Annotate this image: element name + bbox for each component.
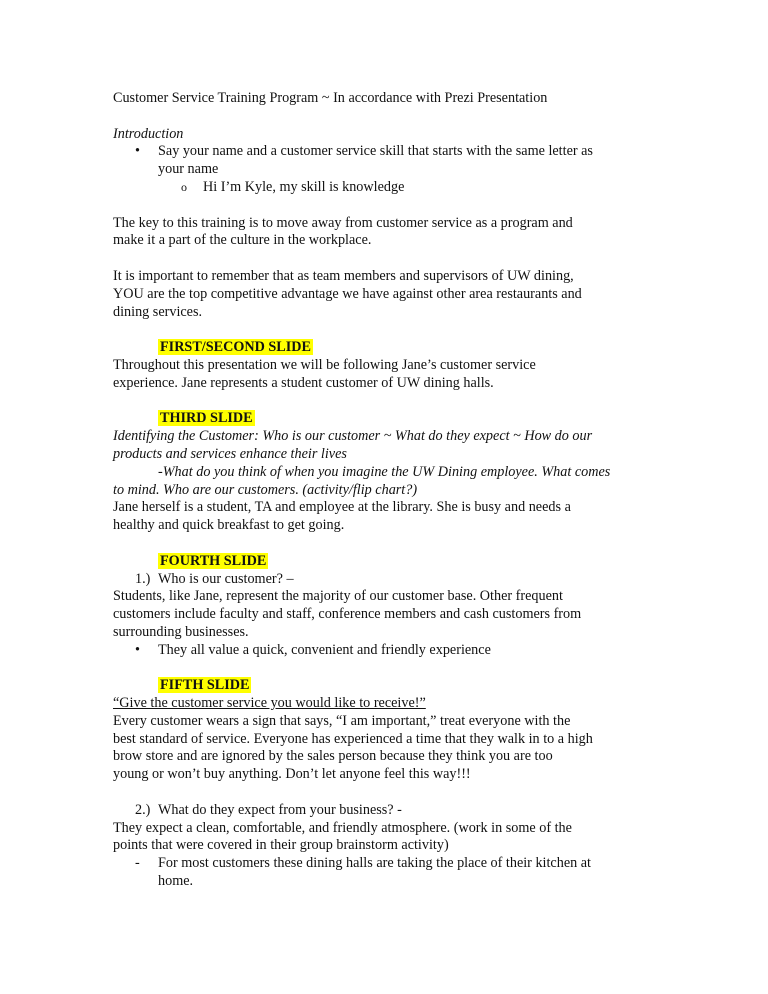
slide-heading-first-second [113, 339, 673, 357]
intro-heading: Introduction [113, 125, 184, 142]
paragraph-line: experience. Jane represents a student customer of UW dining halls. [113, 374, 494, 391]
paragraph-line: They expect a clean, comfortable, and friendly atmosphere. (work in some of the [113, 819, 572, 836]
paragraph-line: points that were covered in their group brainstorm activity) [113, 837, 449, 854]
bullet-text: They all value a quick, convenient and friendly experience [158, 641, 491, 658]
paragraph-line: best standard of service. Everyone has experienced a time that they walk in to a high [113, 730, 593, 747]
slide-heading-label: FOURTH SLIDE [160, 552, 267, 569]
paragraph-line: YOU are the top competitive advantage we have against other area restaurants and [113, 285, 582, 302]
numbered-question [113, 571, 673, 589]
paragraph-line: customers include faculty and staff, conference members and cash customers from [113, 606, 582, 623]
paragraph-line: It is important to remember that as team members and supervisors of UW dining, [113, 267, 574, 284]
slide-heading-label: FIFTH SLIDE [160, 677, 250, 694]
question-text: What do they expect from your business? - [158, 801, 402, 818]
quote-line [113, 695, 673, 713]
paragraph-line: brow store and are ignored by the sales person because they think you are too [113, 748, 553, 765]
list-number: 1.) [135, 570, 151, 587]
italic-line: Identifying the Customer: Who is our customer ~ What do they expect ~ How do our [113, 428, 593, 445]
paragraph-line: Throughout this presentation we will be following Jane’s customer service [113, 356, 536, 373]
intro-sub-bullet-text: Hi I’m Kyle, my skill is knowledge [203, 178, 405, 195]
italic-indent-line: -What do you think of when you imagine the UW Dining employee. What comes [158, 463, 611, 480]
slide-heading-fifth [113, 677, 673, 695]
list-number: 2.) [135, 801, 151, 818]
bullet-icon: • [135, 143, 140, 160]
intro-bullet-text-2: your name [158, 161, 219, 178]
paragraph-line: make it a part of the culture in the workplace. [113, 232, 372, 249]
slide-heading-label: THIRD SLIDE [160, 410, 253, 427]
paragraph-line: healthy and quick breakfast to get going. [113, 517, 345, 534]
numbered-question [113, 802, 673, 820]
paragraph-line: The key to this training is to move away from customer service as a program and [113, 214, 573, 231]
dash-icon: - [135, 855, 140, 872]
slide-heading-fourth [113, 553, 673, 571]
paragraph-line: Students, like Jane, represent the majority of our customer base. Other frequent [113, 588, 563, 605]
question-text: Who is our customer? – [158, 570, 294, 587]
italic-line: to mind. Who are our customers. (activity/flip chart?) [113, 481, 418, 498]
intro-bullet-text-1: Say your name and a customer service skill that starts with the same letter as [158, 143, 593, 160]
dash-item-text-1: For most customers these dining halls are taking the place of their kitchen at [158, 855, 591, 872]
hollow-bullet-icon: o [181, 179, 187, 194]
paragraph-line: Every customer wears a sign that says, “I am important,” treat everyone with the [113, 712, 571, 729]
intro-bullet [113, 143, 673, 161]
intro-sub-bullet [113, 179, 673, 197]
slide4-bullet [113, 642, 673, 660]
paragraph-line: Jane herself is a student, TA and employee at the library. She is busy and needs a [113, 499, 571, 516]
document-title: Customer Service Training Program ~ In accordance with Prezi Presentation [113, 90, 548, 106]
dash-item [113, 855, 673, 873]
paragraph-line: surrounding businesses. [113, 623, 249, 640]
paragraph-line: dining services. [113, 303, 203, 320]
quote-text: “Give the customer service you would like to receive!” [113, 695, 426, 712]
slide-heading-label: FIRST/SECOND SLIDE [160, 339, 311, 356]
paragraph-line: young or won’t buy anything. Don’t let anyone feel this way!!! [113, 766, 471, 783]
slide-heading-third [113, 410, 673, 428]
bullet-icon: • [135, 641, 140, 658]
document-page [113, 90, 673, 891]
dash-item-text-2: home. [158, 873, 194, 890]
italic-line: products and services enhance their lives [113, 445, 347, 462]
